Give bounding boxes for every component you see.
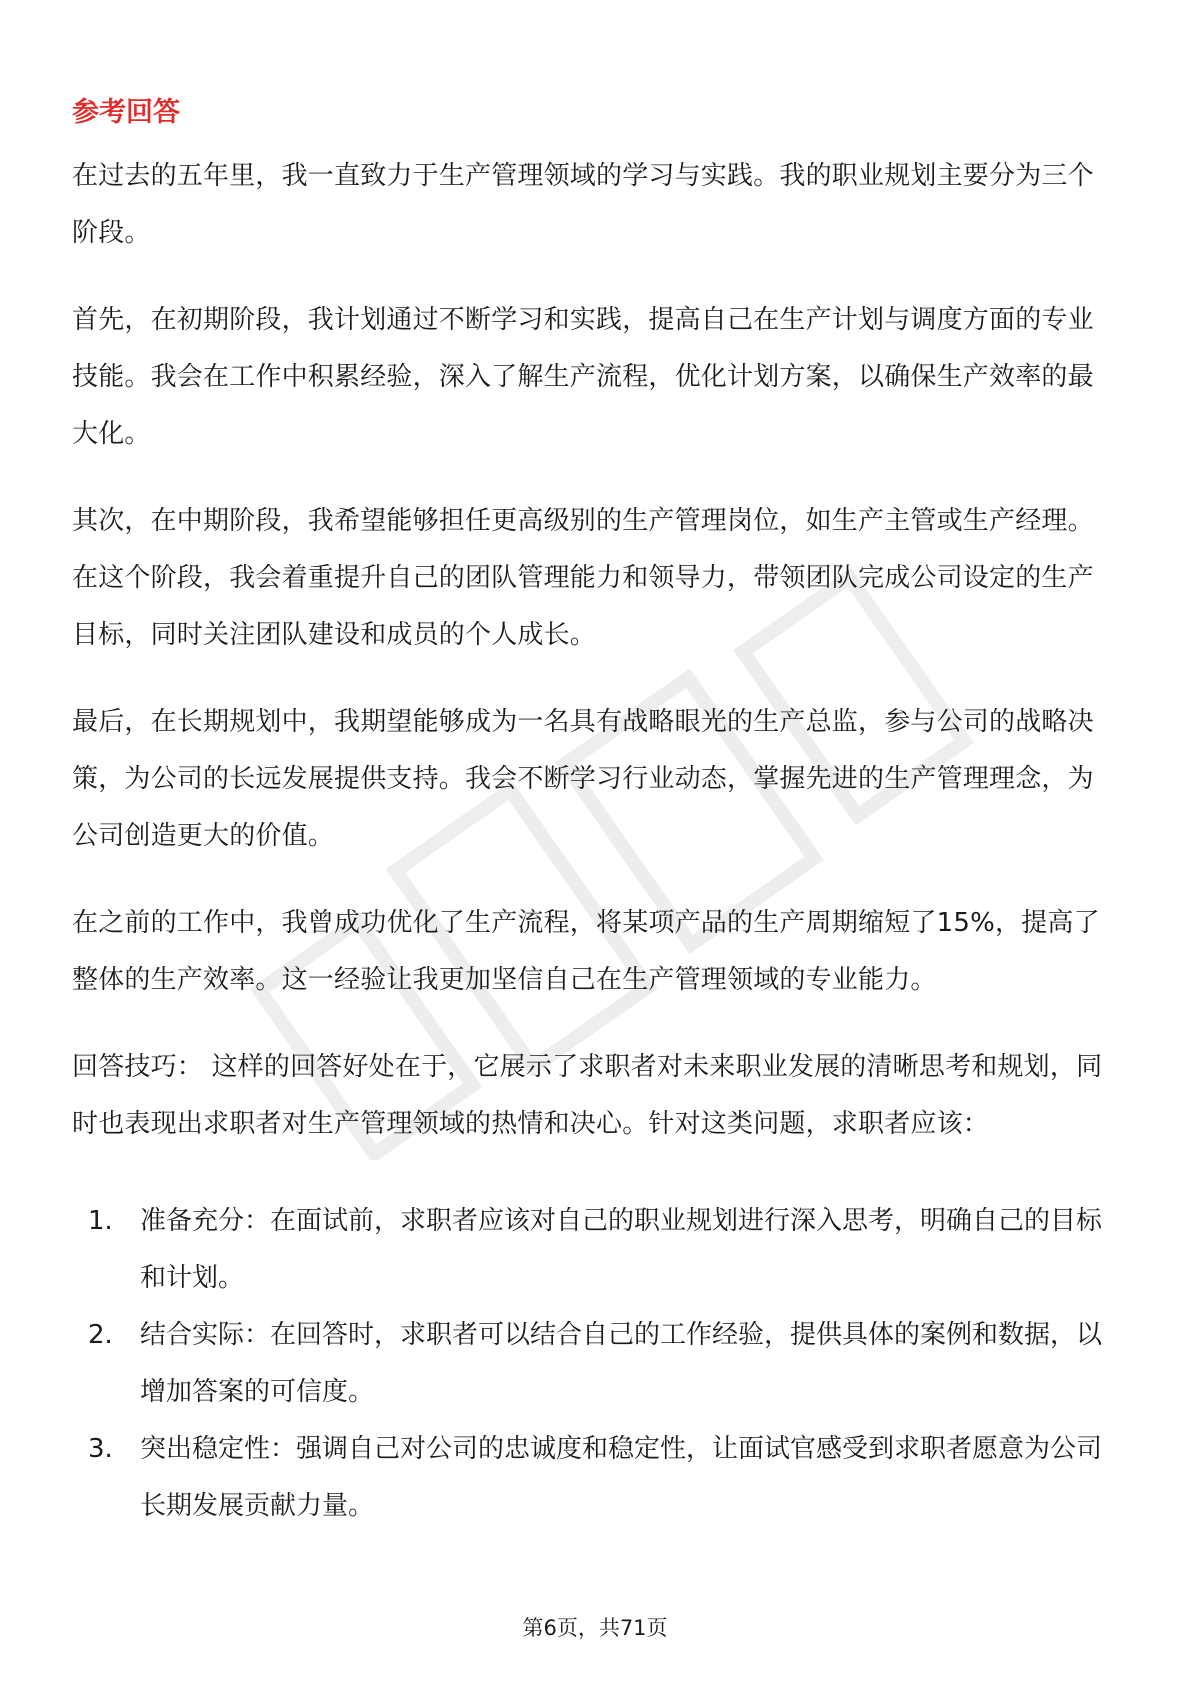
- section-heading: 参考回答: [72, 97, 180, 128]
- page-footer: 第6页，共71页: [522, 1616, 668, 1640]
- paragraph-long-term: 最后，在长期规划中，我期望能够成为一名具有战略眼光的生产总监，参与公司的战略决策，为公司的长远发展提供支持。我会不断学习行业动态，掌握先进的生产管理理念，为公司创造更大的价值。: [72, 707, 1094, 851]
- list-number: 2.: [88, 1320, 113, 1350]
- list-text: 准备充分：在面试前，求职者应该对自己的职业规划进行深入思考，明确自己的目标和计划。: [140, 1206, 1103, 1293]
- list-text: 结合实际：在回答时，求职者可以结合自己的工作经验，提供具体的案例和数据，以增加答案的可信度。: [140, 1320, 1103, 1407]
- paragraph-tips-intro: 回答技巧： 这样的回答好处在于，它展示了求职者对未来职业发展的清晰思考和规划，同时也表现出求职者对生产管理领域的热情和决心。针对这类问题，求职者应该：: [72, 1052, 1103, 1139]
- list-number: 1.: [88, 1206, 113, 1236]
- list-text: 突出稳定性：强调自己对公司的忠诚度和稳定性，让面试官感受到求职者愿意为公司长期发展贡献力量。: [140, 1434, 1103, 1521]
- list-number: 3.: [88, 1434, 113, 1464]
- list-item: [72, 1307, 1118, 1421]
- list-item: [72, 1193, 1118, 1307]
- tips-list: [72, 1193, 1118, 1535]
- main-content: [72, 88, 1118, 1535]
- paragraph-early-stage: 首先，在初期阶段，我计划通过不断学习和实践，提高自己在生产计划与调度方面的专业技能。我会在工作中积累经验，深入了解生产流程，优化计划方案，以确保生产效率的最大化。: [72, 305, 1094, 449]
- paragraph-experience: 在之前的工作中，我曾成功优化了生产流程，将某项产品的生产周期缩短了15%，提高了整体的生产效率。这一经验让我更加坚信自己在生产管理领域的专业能力。: [72, 908, 1100, 995]
- paragraph-intro: 在过去的五年里，我一直致力于生产管理领域的学习与实践。我的职业规划主要分为三个阶段。: [72, 161, 1094, 248]
- paragraph-mid-stage: 其次，在中期阶段，我希望能够担任更高级别的生产管理岗位，如生产主管或生产经理。在这个阶段，我会着重提升自己的团队管理能力和领导力，带领团队完成公司设定的生产目标，同时关注团队建设和成员的个人成长。: [72, 506, 1094, 650]
- list-item: [72, 1421, 1118, 1535]
